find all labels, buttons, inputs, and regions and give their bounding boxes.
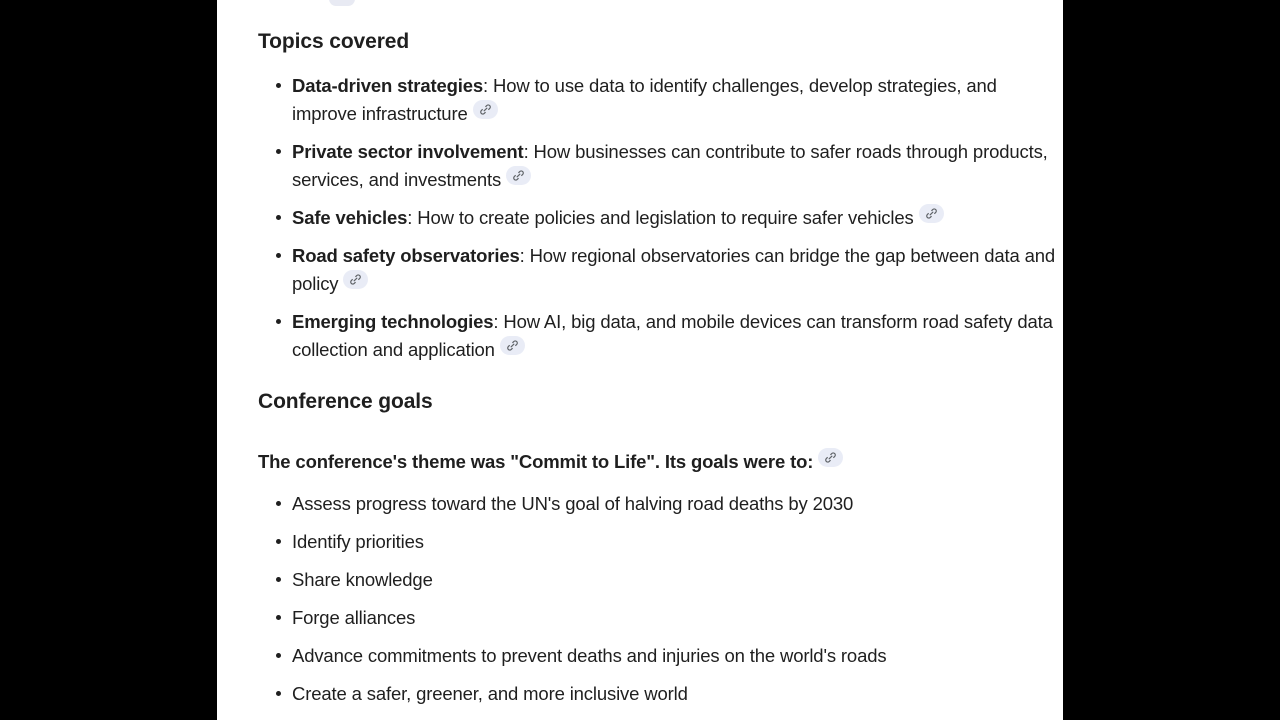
list-item [258,242,1058,298]
list-item [258,680,1058,708]
section-heading-topics-covered: Topics covered [258,30,410,53]
link-icon[interactable] [919,204,944,223]
section-heading-conference-goals: Conference goals [258,390,433,413]
list-item-lead: Data-driven strategies [292,75,484,96]
list-item-text: Assess progress toward the UN's goal of halving road deaths by 2030 [292,493,854,514]
list-item-lead: Road safety observatories [292,245,520,266]
topics-covered-list [258,72,1058,374]
list-item-text: : How AI, big data, and mobile devices can transform road safety data collection and application [292,311,1053,360]
link-icon[interactable] [343,270,368,289]
list-item-text: Share knowledge [292,569,433,590]
document-page [217,0,1063,720]
conference-theme-paragraph [258,448,1058,475]
list-item-lead: Safe vehicles [292,207,408,228]
conference-theme-text: The conference's theme was "Commit to Life". Its goals were to: [258,451,814,472]
list-item-text: Identify priorities [292,531,424,552]
list-item [258,72,1058,128]
list-item [258,490,1058,518]
conference-goals-list [258,490,1058,718]
list-item-text: : How businesses can contribute to safer roads through products, services, and investments [292,141,1048,190]
list-item-text: : How regional observatories can bridge the gap between data and policy [292,245,1056,294]
list-item-lead: Emerging technologies [292,311,494,332]
list-item [258,566,1058,594]
list-item [258,308,1058,364]
list-item-lead: Private sector involvement [292,141,524,162]
list-item [258,604,1058,632]
list-item-text: Create a safer, greener, and more inclusive world [292,683,688,704]
citation-chip-partial[interactable] [329,0,355,6]
link-icon[interactable] [506,166,531,185]
list-item-text: Forge alliances [292,607,416,628]
list-item-text: : How to create policies and legislation to require safer vehicles [407,207,914,228]
link-icon[interactable] [500,336,525,355]
link-icon[interactable] [473,100,498,119]
link-icon[interactable] [818,448,843,467]
list-item [258,204,1058,232]
list-item-text: : How to use data to identify challenges, develop strategies, and improve infrastructure [292,75,997,124]
list-item [258,528,1058,556]
list-item-text: Advance commitments to prevent deaths and injuries on the world's roads [292,645,887,666]
list-item [258,138,1058,194]
list-item [258,642,1058,670]
